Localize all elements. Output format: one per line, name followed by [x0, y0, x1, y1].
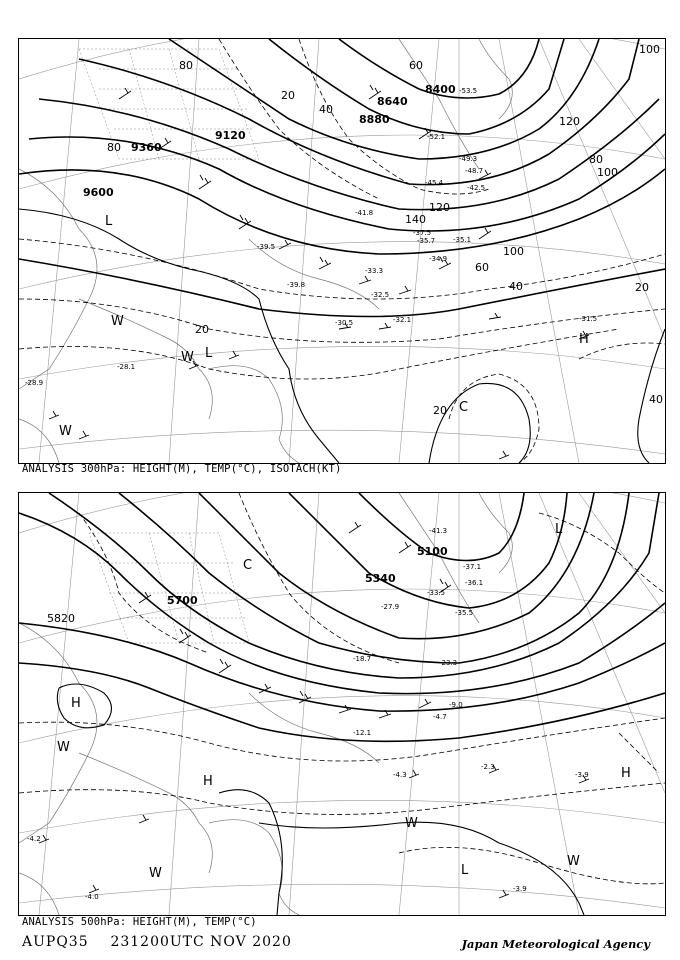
- isotach-label: 80: [589, 153, 603, 166]
- temp-value: -34.9: [429, 255, 448, 263]
- temp-value: -28.9: [25, 379, 44, 387]
- warm-symbol: W: [59, 424, 72, 439]
- chart-id-and-time: [22, 934, 292, 950]
- height-label-8880: 8880: [359, 113, 390, 126]
- agency-name: Japan Meteorological Agency: [461, 937, 650, 951]
- analysis-300hpa-map: [18, 38, 666, 464]
- temp-value: -30.5: [335, 319, 354, 327]
- height-label-5100: 5100: [417, 545, 448, 558]
- warm-symbol: W: [567, 854, 580, 869]
- isotach-label: 20: [195, 323, 209, 336]
- map-300hpa-svg: [19, 39, 665, 463]
- low-pressure-symbol: L: [555, 522, 563, 537]
- temp-value: -33.3: [365, 267, 384, 275]
- isotach-label: 40: [649, 393, 663, 406]
- temp-value: -45.4: [425, 179, 444, 187]
- temp-value: -32.5: [371, 291, 390, 299]
- isotach-label: 120: [559, 115, 580, 128]
- cold-symbol: C: [243, 558, 253, 573]
- isotach-label: 40: [319, 103, 333, 116]
- temp-value: -49.3: [459, 155, 478, 163]
- temp-value: -48.7: [465, 167, 484, 175]
- high-pressure-symbol: H: [71, 696, 81, 711]
- isotach-label: 140: [405, 213, 426, 226]
- temp-value: -27.9: [381, 603, 400, 611]
- temp-value: -32.1: [393, 316, 412, 324]
- warm-symbol: W: [181, 350, 194, 365]
- temp-value: -35.5: [455, 609, 474, 617]
- temp-value: -41.8: [355, 209, 374, 217]
- height-label-9120: 9120: [215, 129, 246, 142]
- temp-value: -28.1: [117, 363, 136, 371]
- height-label-5700: 5700: [167, 594, 198, 607]
- height-label-8640: 8640: [377, 95, 408, 108]
- height-label-5340: 5340: [365, 572, 396, 585]
- temp-value: -23.3: [439, 659, 458, 667]
- temp-value: -3.9: [575, 771, 589, 779]
- temp-value: -4.0: [85, 893, 99, 901]
- chart-code: AUPQ35: [22, 934, 89, 950]
- temp-value: -39.5: [257, 243, 276, 251]
- temp-value: -4.3: [393, 771, 407, 779]
- temp-value: -42.5: [467, 184, 486, 192]
- temp-value: -31.5: [579, 315, 598, 323]
- temp-value: -53.5: [459, 87, 478, 95]
- temp-value: -33.5: [427, 589, 446, 597]
- isotach-label: 100: [639, 43, 660, 56]
- temp-value: -4.7: [433, 713, 447, 721]
- temp-value: -3.9: [513, 885, 527, 893]
- isotach-label: 20: [635, 281, 649, 294]
- temp-value: -2.3: [481, 763, 495, 771]
- temp-value: -18.7: [353, 655, 372, 663]
- temp-value: -52.1: [427, 133, 446, 141]
- cold-hatch: [89, 533, 249, 643]
- isotach-label: 120: [429, 201, 450, 214]
- warm-symbol: W: [111, 314, 124, 329]
- isotach-label: 80: [179, 59, 193, 72]
- height-contours: [19, 39, 665, 463]
- cold-symbol: C: [459, 400, 469, 415]
- height-label-5820: 5820: [47, 612, 75, 625]
- isotach-label: 20: [433, 404, 447, 417]
- analysis-500hpa-map: [18, 492, 666, 916]
- temp-value: -35.7: [417, 237, 436, 245]
- isotach-label: 60: [409, 59, 423, 72]
- high-pressure-symbol: H: [203, 774, 213, 789]
- warm-symbol: W: [149, 866, 162, 881]
- warm-symbol: W: [57, 740, 70, 755]
- temp-value: -35.1: [453, 236, 472, 244]
- warm-symbol: W: [405, 816, 418, 831]
- isotach-label: 100: [503, 245, 524, 258]
- height-label-8400: 8400: [425, 83, 456, 96]
- latlon-grid: [19, 493, 665, 915]
- low-pressure-symbol: L: [461, 863, 469, 878]
- high-pressure-symbol: H: [621, 766, 631, 781]
- valid-time: 231200UTC NOV 2020: [110, 934, 292, 950]
- temp-value: -37.1: [463, 563, 482, 571]
- high-pressure-symbol: H: [579, 332, 589, 347]
- temp-value: -37.5: [413, 229, 432, 237]
- map-500hpa-svg: [19, 493, 665, 915]
- temp-value: -41.3: [429, 527, 448, 535]
- temp-value: -4.2: [27, 835, 41, 843]
- isotach-label: 40: [509, 280, 523, 293]
- height-label-9360: 9360: [131, 141, 162, 154]
- low-pressure-symbol: L: [205, 346, 213, 361]
- temp-value: -9.0: [449, 701, 463, 709]
- low-pressure-symbol: L: [105, 214, 113, 229]
- temp-value: -36.1: [465, 579, 484, 587]
- height-contours: [19, 493, 665, 915]
- caption-300hpa: ANALYSIS 300hPa: HEIGHT(M), TEMP(°C), ISOTACH(KT): [22, 463, 342, 475]
- wind-barbs: [39, 522, 589, 898]
- height-label-9600: 9600: [83, 186, 114, 199]
- isotach-label: 20: [281, 89, 295, 102]
- temp-value: -39.8: [287, 281, 306, 289]
- caption-500hpa: ANALYSIS 500hPa: HEIGHT(M), TEMP(°C): [22, 916, 257, 928]
- isotach-label: 60: [475, 261, 489, 274]
- isotach-label: 100: [597, 166, 618, 179]
- wind-barbs: [49, 85, 589, 459]
- isotach-label: 80: [107, 141, 121, 154]
- temp-value: -12.1: [353, 729, 372, 737]
